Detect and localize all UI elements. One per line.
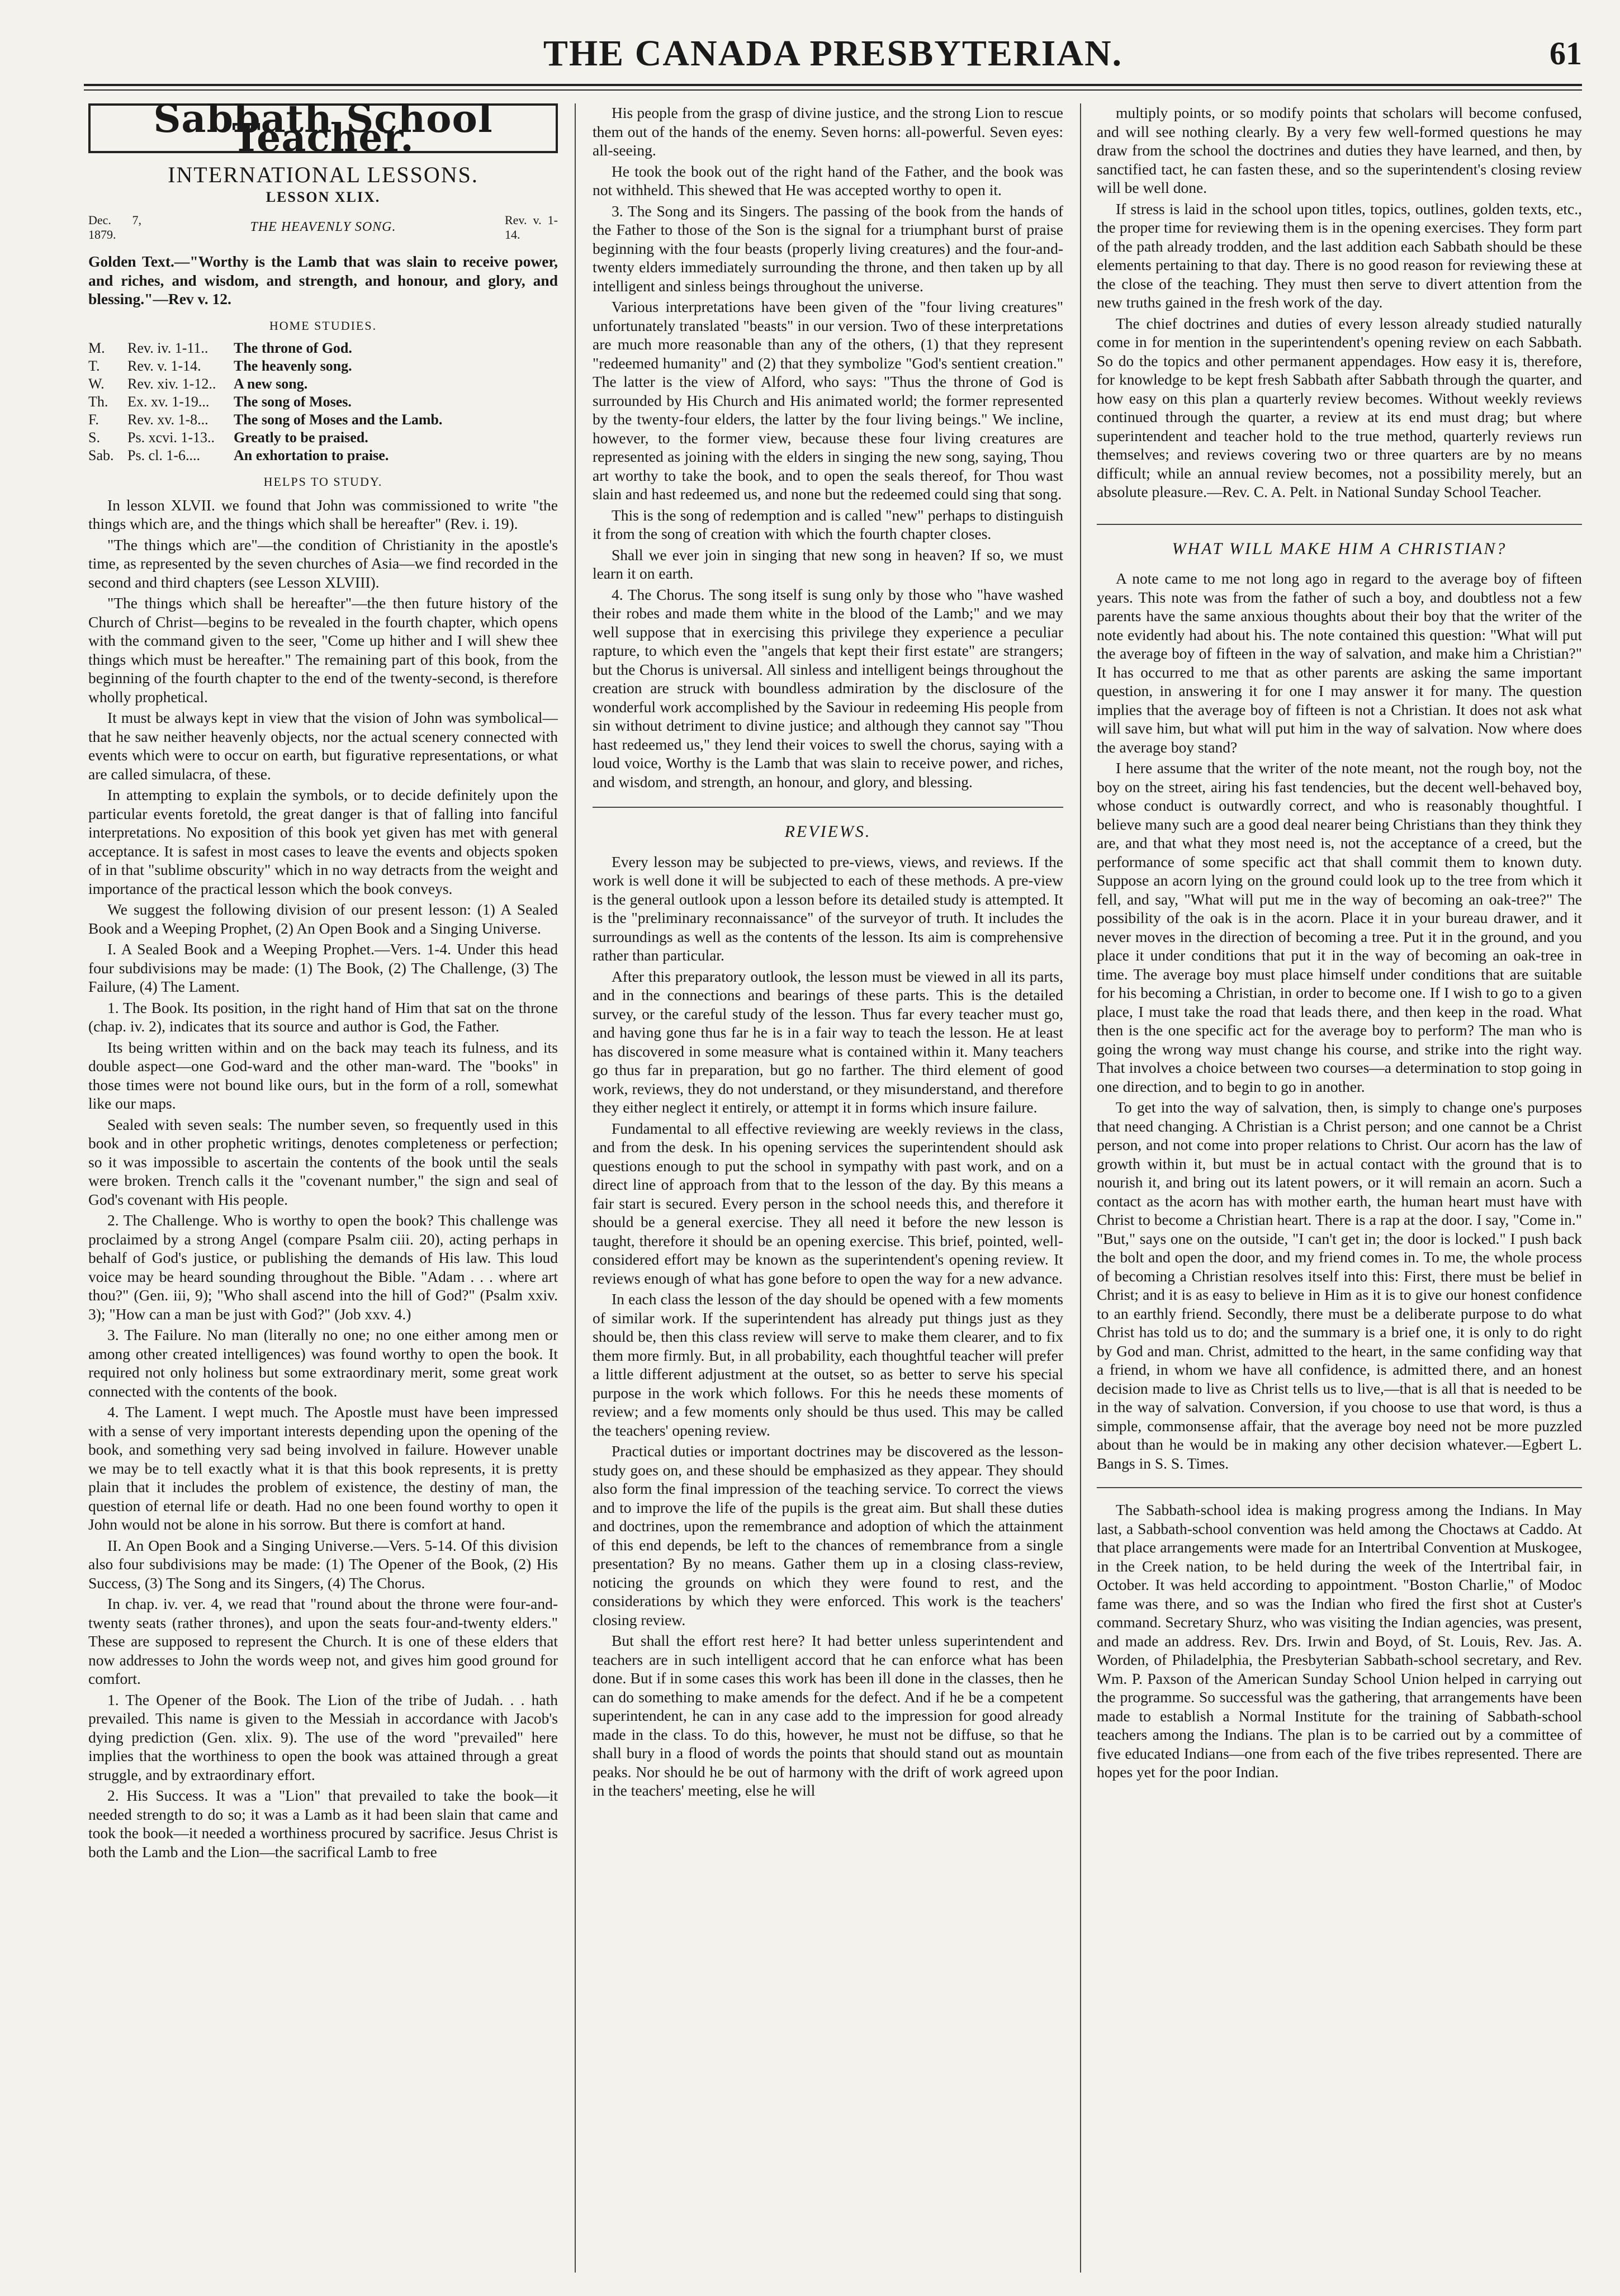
paragraph: 4. The Lament. I wept much. The Apostle must have been impressed with a sense of very important interests depending upon the opening of the book, and something very sad being involved in failure. However unable we may be to tell exactly what it is that this book represents, it is pretty plain that it includes the problem of existence, the destiny of man, the question of eternal life or death. Had no one been found worthy to open it John would not be alone in his sorrow. But there is comfort at hand. bbox=[88, 1403, 558, 1533]
home-study-topic: The song of Moses. bbox=[234, 394, 352, 410]
paragraph: Its being written within and on the back may teach its fulness, and its double aspect—one God-ward and the other man-ward. The "books" in those times were not bound like ours, but in the form of a roll, somewhat like our maps. bbox=[88, 1038, 558, 1112]
home-studies-table bbox=[88, 339, 558, 465]
paragraph: 2. The Challenge. Who is worthy to open the book? This challenge was proclaimed by a strong Angel (compare Psalm ciii. 20), acting perhaps in behalf of God's justice, or publishing the demands of His law. This loud voice may be heard sounding throughout the Bible. "Adam . . . where art thou?" (Gen. iii, 9); "Who shall ascend into the hill of God?" (Psalm xxiv. 3); "How can a man be just with God?" (Job xxv. 4.) bbox=[88, 1211, 558, 1323]
paragraph: Fundamental to all effective reviewing are weekly reviews in the class, and from the desk. In his opening services the superintendent should ask questions enough to put the school in sympathy with past work, and on a direct line of approach from that to the lesson of the day. By this means a fair start is secured. Every person in the school needs this, and therefore it should be a general exercise. They all need it before the new lesson is taught, therefore it should be an opening exercise. This brief, pointed, well-considered effort may be known as the superintendent's opening review. It reviews enough of what has gone before to open the way for a new advance. bbox=[593, 1119, 1063, 1287]
home-study-ref: Ps. xcvi. 1-13.. bbox=[127, 429, 215, 446]
page-number: 61 bbox=[1550, 35, 1582, 72]
reviews-article-continued bbox=[1097, 103, 1582, 501]
home-study-ref: Rev. v. 1-14. bbox=[127, 358, 201, 374]
paragraph: To get into the way of salvation, then, is simply to change one's purposes that need changing. A Christian is a Christ person; and one cannot be a Christ person, and not come into proper relations to Christ. Our acorn has the law of growth within it, but must be in actual contact with the ground that is to nourish it, and bring out its latent powers, or it will remain an acorn. Such a contact as the acorn has with mother earth, the human heart must have with Christ to become a Christian heart. There is a rap at the door. I say, "Come in." "But," says one on the outside, "I can't get in; the door is locked." I push back the bolt and open the door, and my friend comes in. To me, the whole process of becoming a Christian resolves itself into this: First, there must be belief in Christ; and it is as easy to believe in Him as it is to give our honest confidence to an earthly friend. Secondly, there must be a deliberate purpose to do what Christ has told us to do; and the summary is a brief one, it is only to do right by God and man. Christ, admitted to the heart, in the same confiding way that a friend, in whom we have all confidence, is admitted there, and an honest decision made to live as Christ tells us to live,—that is all that is needed to be in the way of salvation. Conversion, if you choose to use that word, is thus a simple, commonsense affair, that the average boy need not be more puzzled about than he would be in making any other decision whatever.—Egbert L. Bangs in S. S. Times. bbox=[1097, 1099, 1582, 1472]
paragraph: In lesson XLVII. we found that John was commissioned to write "the things which are, and the things which shall be hereafter" (Rev. i. 19). bbox=[88, 496, 558, 532]
home-study-row bbox=[88, 339, 558, 357]
paragraph: "The things which are"—the condition of Christianity in the apostle's time, as represented by the seven churches of Asia—we find recorded in the second and third chapters (see Lesson XLVIII). bbox=[88, 536, 558, 591]
section-heading: INTERNATIONAL LESSONS. bbox=[168, 162, 479, 187]
home-study-day: W. bbox=[88, 376, 105, 392]
publication-title: THE CANADA PRESBYTERIAN. bbox=[543, 33, 1123, 74]
golden-text: Golden Text.—"Worthy is the Lamb that was slain to receive power, and riches, and wisdom, and strength, and honour, and glory, and blessing."—Rev v. 12. bbox=[88, 253, 558, 307]
paragraph: After this preparatory outlook, the lesson must be viewed in all its parts, and in the connections and bearings of these parts. This is the detailed survey, or the careful study of the lesson. Thus far every teacher must go, and having gone thus far he is in a fair way to teach the lesson. He at least has discovered in some measure what is contained within it. Many teachers go thus far in preparation, but go no farther. The third element of good work, reviews, they do not understand, or they misunderstand, and therefore they either neglect it entirely, or attempt it in forms which insure failure. bbox=[593, 967, 1063, 1116]
paragraph: Sealed with seven seals: The number seven, so frequently used in this book and in other prophetic writings, denotes completeness or perfection; so it was impossible to ascertain the contents of the book until the seals were broken. Trench calls it the "covenant number," the sign and seal of God's covenant with His people. bbox=[88, 1115, 558, 1208]
helps-heading: HELPS TO STUDY. bbox=[263, 475, 383, 489]
paragraph: A note came to me not long ago in regard to the average boy of fifteen years. This note was from the father of such a boy, and doubtless not a few parents have the same anxious thoughts about their boy that the writer of the note evidently had about his. The note contained this question: "What will put the average boy of fifteen in the way of salvation, and make him a Christian?" It has occurred to me that as other parents are asking the same important question, in answering it for one I may answer it for many. The question implies that the average boy of fifteen is not a Christian. It does not ask what will save him, but what will put him in the way of salvation. Now where does the average boy stand? bbox=[1097, 570, 1582, 756]
home-study-row bbox=[88, 375, 558, 393]
lesson-commentary bbox=[88, 496, 558, 1862]
paragraph: "The things which shall be hereafter"—the then future history of the Church of Christ—begins to be revealed in the fourth chapter, which opens with the command given to the seer, "Come up hither and I will shew thee things which must be hereafter." The remaining part of this book, from the beginning of the fourth chapter to the end of the twenty-second, is therefore wholly prophetical. bbox=[88, 594, 558, 706]
paragraph: 3. The Failure. No man (literally no one; no one either among men or among other created intelligences) was found worthy to open the book. It required not only holiness but some extraordinary merit, some great work connected with the contents of the book. bbox=[88, 1326, 558, 1400]
paragraph: multiply points, or so modify points that scholars will become confused, and will see nothing clearly. By a very few well-formed questions he may draw from the school the doctrines and duties they have learned, and then, by sanctified tact, he can fasten these, and so the superintendent's closing review will be well done. bbox=[1097, 104, 1582, 196]
paragraph: We suggest the following division of our present lesson: (1) A Sealed Book and a Weeping Prophet, (2) An Open Book and a Singing Universe. bbox=[88, 901, 558, 937]
paragraph: I. A Sealed Book and a Weeping Prophet.—Vers. 1-4. Under this head four subdivisions may be made: (1) The Book, (2) The Challenge, (3) The Failure, (4) The Lament. bbox=[88, 940, 558, 995]
home-study-topic: The song of Moses and the Lamb. bbox=[234, 411, 443, 428]
home-study-day: F. bbox=[88, 411, 99, 428]
paragraph: Practical duties or important doctrines may be discovered as the lesson-study goes on, and these should be emphasized as they appear. They should also form the final impression of the teaching service. To correct the views and to improve the life of the pupils is the great aim. But shall these duties and doctrines, upon the remembrance and adoption of which the attainment of this end depends, be left to the chances of remembrance from a single presentation? By no means. Gather them up in a closing class-review, noticing the grounds on which they were found to rest, and the considerations by which they were enforced. This work is the teachers' closing review. bbox=[593, 1442, 1063, 1628]
home-studies-heading: HOME STUDIES. bbox=[269, 318, 377, 333]
home-study-day: S. bbox=[88, 429, 100, 446]
paragraph: In each class the lesson of the day should be opened with a few moments of similar work. If the superintendent has already put things just as they should be, then this class review will serve to make them clearer, and to fix them more firmly. But, in all probability, each thoughtful teacher will prefer a little different adjustment at the outset, so as better to serve his special purpose in the work which follows. For this he needs these moments of review; and a few moments only should be thus used. This may be called the teachers' opening review. bbox=[593, 1290, 1063, 1439]
reviews-heading: REVIEWS. bbox=[593, 807, 1063, 841]
home-study-day: Sab. bbox=[88, 447, 114, 463]
home-study-row bbox=[88, 393, 558, 411]
column-divider bbox=[575, 103, 576, 2273]
paragraph: In chap. iv. ver. 4, we read that "round about the throne were four-and-twenty seats (rather thrones), and upon the seats four-and-twenty elders." These are supposed to represent the Church. It is one of these elders that now addresses to John the words weep not, and gives him good ground for comfort. bbox=[88, 1595, 558, 1687]
paragraph: His people from the grasp of divine justice, and the strong Lion to rescue them out of the hands of the enemy. Seven horns: all-powerful. Seven eyes: all-seeing. bbox=[593, 104, 1063, 159]
home-study-topic: The throne of God. bbox=[234, 340, 352, 356]
lesson-date: Dec. 7, 1879. bbox=[88, 213, 141, 242]
home-study-topic: The heavenly song. bbox=[234, 358, 352, 374]
paragraph: He took the book out of the right hand of the Father, and the book was not withheld. This shewed that He was accepted worthy to open it. bbox=[593, 162, 1063, 198]
paragraph: Shall we ever join in singing that new song in heaven? If so, we must learn it on earth. bbox=[593, 546, 1063, 582]
home-study-row bbox=[88, 447, 558, 465]
home-study-row bbox=[88, 357, 558, 375]
masthead-rule-thin bbox=[84, 89, 1582, 91]
masthead-rule bbox=[84, 84, 1582, 86]
home-study-ref: Rev. xv. 1-8... bbox=[127, 411, 209, 428]
home-study-day: T. bbox=[88, 358, 100, 374]
home-study-ref: Ex. xv. 1-19... bbox=[127, 394, 210, 410]
paragraph: 2. His Success. It was a "Lion" that prevailed to take the book—it needed strength to do so; it was a Lamb as it had been slain that came and took the book—it needed a worthiness procured by sacrifice. Jesus Christ is both the Lamb and the Lion—the sacrifical Lamb to free bbox=[88, 1787, 558, 1861]
column-3 bbox=[1097, 103, 1582, 2273]
lesson-title: THE HEAVENLY SONG. bbox=[250, 220, 396, 235]
paragraph: If stress is laid in the school upon titles, topics, outlines, golden texts, etc., the proper time for reviewing them is in the opening exercises. They form part of the path already trodden, and the last addition each Sabbath should be these elements pertaining to that day. There is no good reason for reviewing these at the close of the teaching. They must then serve to divert attention from the new truths gained in the fresh work of the day. bbox=[1097, 200, 1582, 311]
paragraph: 3. The Song and its Singers. The passing of the book from the hands of the Father to those of the Son is the signal for a triumphant burst of praise beginning with the four beasts (properly living creatures) and the four-and-twenty elders immediately surrounding the throne, and then taken up by all intelligent and sinless beings throughout the universe. bbox=[593, 202, 1063, 295]
lesson-commentary-continued bbox=[593, 103, 1063, 791]
paragraph: Every lesson may be subjected to pre-views, views, and reviews. If the work is well done it will be subjected to each of these methods. A pre-view is the general outlook upon a lesson before its detailed study is attempted. It is the "preliminary reconnaissance" of the surveyor of truth. It includes the surroundings as well as the contents of the lesson. Its aim is comprehensive rather than particular. bbox=[593, 853, 1063, 964]
home-study-row bbox=[88, 429, 558, 447]
reviews-article bbox=[593, 853, 1063, 1800]
masthead bbox=[84, 22, 1582, 84]
paragraph: It must be always kept in view that the vision of John was symbolical—that he saw neither heavenly objects, nor the actual scenery connected with events which were to occur on earth, but figurative representations, or what are called simulacra, of these. bbox=[88, 709, 558, 783]
indians-article: The Sabbath-school idea is making progress among the Indians. In May last, a Sabbath-school convention was held among the Choctaws at Caddo. At that place arrangements were made for an Intertribal Convention at Muskogee, in the Creek nation, to be held during the week of the Intertribal fair, in October. It was held according to appointment. "Boston Charlie," of Modoc fame was there, and so was the Indian who fired the first shot at Custer's command. Secretary Shurz, who was visiting the Indian agencies, was present, and made an address. Rev. Drs. Irwin and Boyd, of St. Louis, Rev. Jas. A. Worden, of Philadelphia, the Presbyterian Sabbath-school secretary, and Rev. Wm. P. Paxson of the American Sunday School Union helped in carrying out the programme. So successful was the gathering, that arrangements have been made to establish a Normal Institute for the training of Sabbath-school teachers among the Indians. The plan is to be carried out by a committee of five educated Indians—one from each of the five tribes represented. There are hopes yet for the poor Indian. bbox=[1097, 1501, 1582, 1781]
column-1 bbox=[88, 103, 558, 2273]
home-study-topic: An exhortation to praise. bbox=[234, 447, 389, 463]
lesson-title-row bbox=[88, 213, 558, 242]
paragraph: In attempting to explain the symbols, or to decide definitely upon the particular events foretold, the great danger is that of falling into fanciful interpretations. No exposition of this book yet given has met with general acceptance. It is safest in most cases to leave the events and objects spoken of in that "sublime obscurity" which in no way detracts from the weight and importance of the practical lesson which the book conveys. bbox=[88, 786, 558, 897]
home-study-ref: Rev. iv. 1-11.. bbox=[127, 340, 209, 356]
home-study-ref: Ps. cl. 1-6.... bbox=[127, 447, 200, 463]
paragraph: Various interpretations have been given of the "four living creatures" unfortunately translated "beasts" in our version. Two of these interpretations are much more reasonable than any of the others, (1) that they represent "redeemed humanity" and (2) that they symbolize "God's sentient creation." The latter is the view of Alford, who says: "Thus the throne of God is surrounded by His Church and His animated world; the former represented by the twenty-four elders, the latter by the four living beings." We incline, however, to the former view, because these four living creatures are represented as joining with the elders in singing the new song, saying, Thou art worthy to take the book, and to open the seals thereof, for Thou wast slain and hast redeemed us, and none but the redeemed could sing that song. bbox=[593, 298, 1063, 503]
paragraph: II. An Open Book and a Singing Universe.—Vers. 5-14. Of this division also four subdivisions may be made: (1) The Opener of the Book, (2) His Success, (3) The Song and its Singers, (4) The Chorus. bbox=[88, 1536, 558, 1592]
paragraph: 4. The Chorus. The song itself is sung only by those who "have washed their robes and made them white in the blood of the Lamb;" and we may well suppose that in exercising this privilege they experience a peculiar rapture, to which even the "angels that kept their first estate" are strangers; but the Chorus is universal. All sinless and intelligent beings throughout the creation are struck with boundless admiration by the disclosure of the wonderful work accomplished by the Saviour in redeeming His people from sin without detriment to divine justice; and although they cannot say "Thou hast redeemed us," they lend their voices to swell the chorus, saying with a loud voice, Worthy is the Lamb that was slain to receive power, and riches, and wisdom, and strength, an honour, and glory, and blessing. bbox=[593, 585, 1063, 790]
paragraph: The chief doctrines and duties of every lesson already studied naturally come in for mention in the superintendent's opening review on each Sabbath. So do the topics and other permanent appendages. How easy it is, therefore, for knowledge to be kept fresh Sabbath after Sabbath through the quarter, and how easy on this plan a quarterly review becomes. Without weekly reviews continued through the quarter, a review at its end must drag; but where superintendent and teacher hold to the true method, quarterly reviews run themselves; and reviews covering two or three quarters are by no means difficult; while an annual review becomes, not a possibility merely, but an absolute pleasure.—Rev. C. A. Pelt. in National Sunday School Teacher. bbox=[1097, 314, 1582, 500]
christian-article bbox=[1097, 569, 1582, 1473]
paragraph: 1. The Opener of the Book. The Lion of the tribe of Judah. . . hath prevailed. This name is given to the Messiah in accordance with Jacob's dying prediction (Gen. xlix. 9). The use of the word "prevailed" here implies that the worthiness to open the book was attained through a great struggle, and by extraordinary effort. bbox=[88, 1691, 558, 1783]
home-study-day: M. bbox=[88, 340, 105, 356]
paragraph: But shall the effort rest here? It had better unless superintendent and teachers are in such intelligent accord that he can enforce what has been done. But if in some cases this work has been ill done in the classes, then he can do something to make amends for the defect. And if he be a competent superintendent, he can in any case add to the impression for good already made in the class. To do this, however, he must not be diffuse, so that he shall bury in a flood of words the points that should stand out as mountain peaks. Nor should he be out of harmony with the drift of work agreed upon in the teachers' meeting, else he will bbox=[593, 1632, 1063, 1799]
home-study-ref: Rev. xiv. 1-12.. bbox=[127, 376, 216, 392]
department-heading: Sabbath School Teacher. bbox=[88, 103, 558, 153]
lesson-reference: Rev. v. 1-14. bbox=[504, 213, 558, 242]
paragraph: I here assume that the writer of the note meant, not the rough boy, not the boy on the street, airing his fast tendencies, but the decent well-behaved boy, whose conduct is outwardly correct, and who is reasonably thoughtful. I believe many such are a good deal nearer being Christians than they think they are, and that what they most need is, not the acceptance of a creed, but the performance of some specific act that shall commit them to known duty. Suppose an acorn lying on the ground could look up to the tree from which it fell, and say, "What will put me in the way of becoming an oak-tree?" The possibility of the oak is in the acorn. Place it in your bureau drawer, and it never moves in the direction of becoming a tree. Put it in the ground, and you place it under conditions that put it in the way of becoming an oak-tree in time. The average boy must place himself under conditions that are suitable for his becoming a Christian, in order to become one. If I wish to go to a given place, I must take the road that leads there, and then keep in the road. What then is the one specific act for the average boy to perform? The man who is going the wrong way must change his course, and strike into the right way. That involves a choice between two courses—a determination to stop going in one direction, and to begin to go in another. bbox=[1097, 759, 1582, 1095]
home-study-topic: A new song. bbox=[234, 376, 308, 392]
home-study-day: Th. bbox=[88, 394, 108, 410]
column-divider bbox=[1080, 103, 1081, 2273]
column-2 bbox=[593, 103, 1063, 2273]
lesson-number: LESSON XLIX. bbox=[266, 188, 381, 205]
christian-article-heading: WHAT WILL MAKE HIM A CHRISTIAN? bbox=[1097, 524, 1582, 558]
article-divider bbox=[1097, 1487, 1582, 1500]
home-study-row bbox=[88, 411, 558, 429]
paragraph: 1. The Book. Its position, in the right hand of Him that sat on the throne (chap. iv. 2), indicates that its source and author is God, the Father. bbox=[88, 998, 558, 1035]
home-study-topic: Greatly to be praised. bbox=[234, 429, 368, 446]
paragraph: This is the song of redemption and is called "new" perhaps to distinguish it from the song of creation with which the fourth chapter closes. bbox=[593, 506, 1063, 542]
